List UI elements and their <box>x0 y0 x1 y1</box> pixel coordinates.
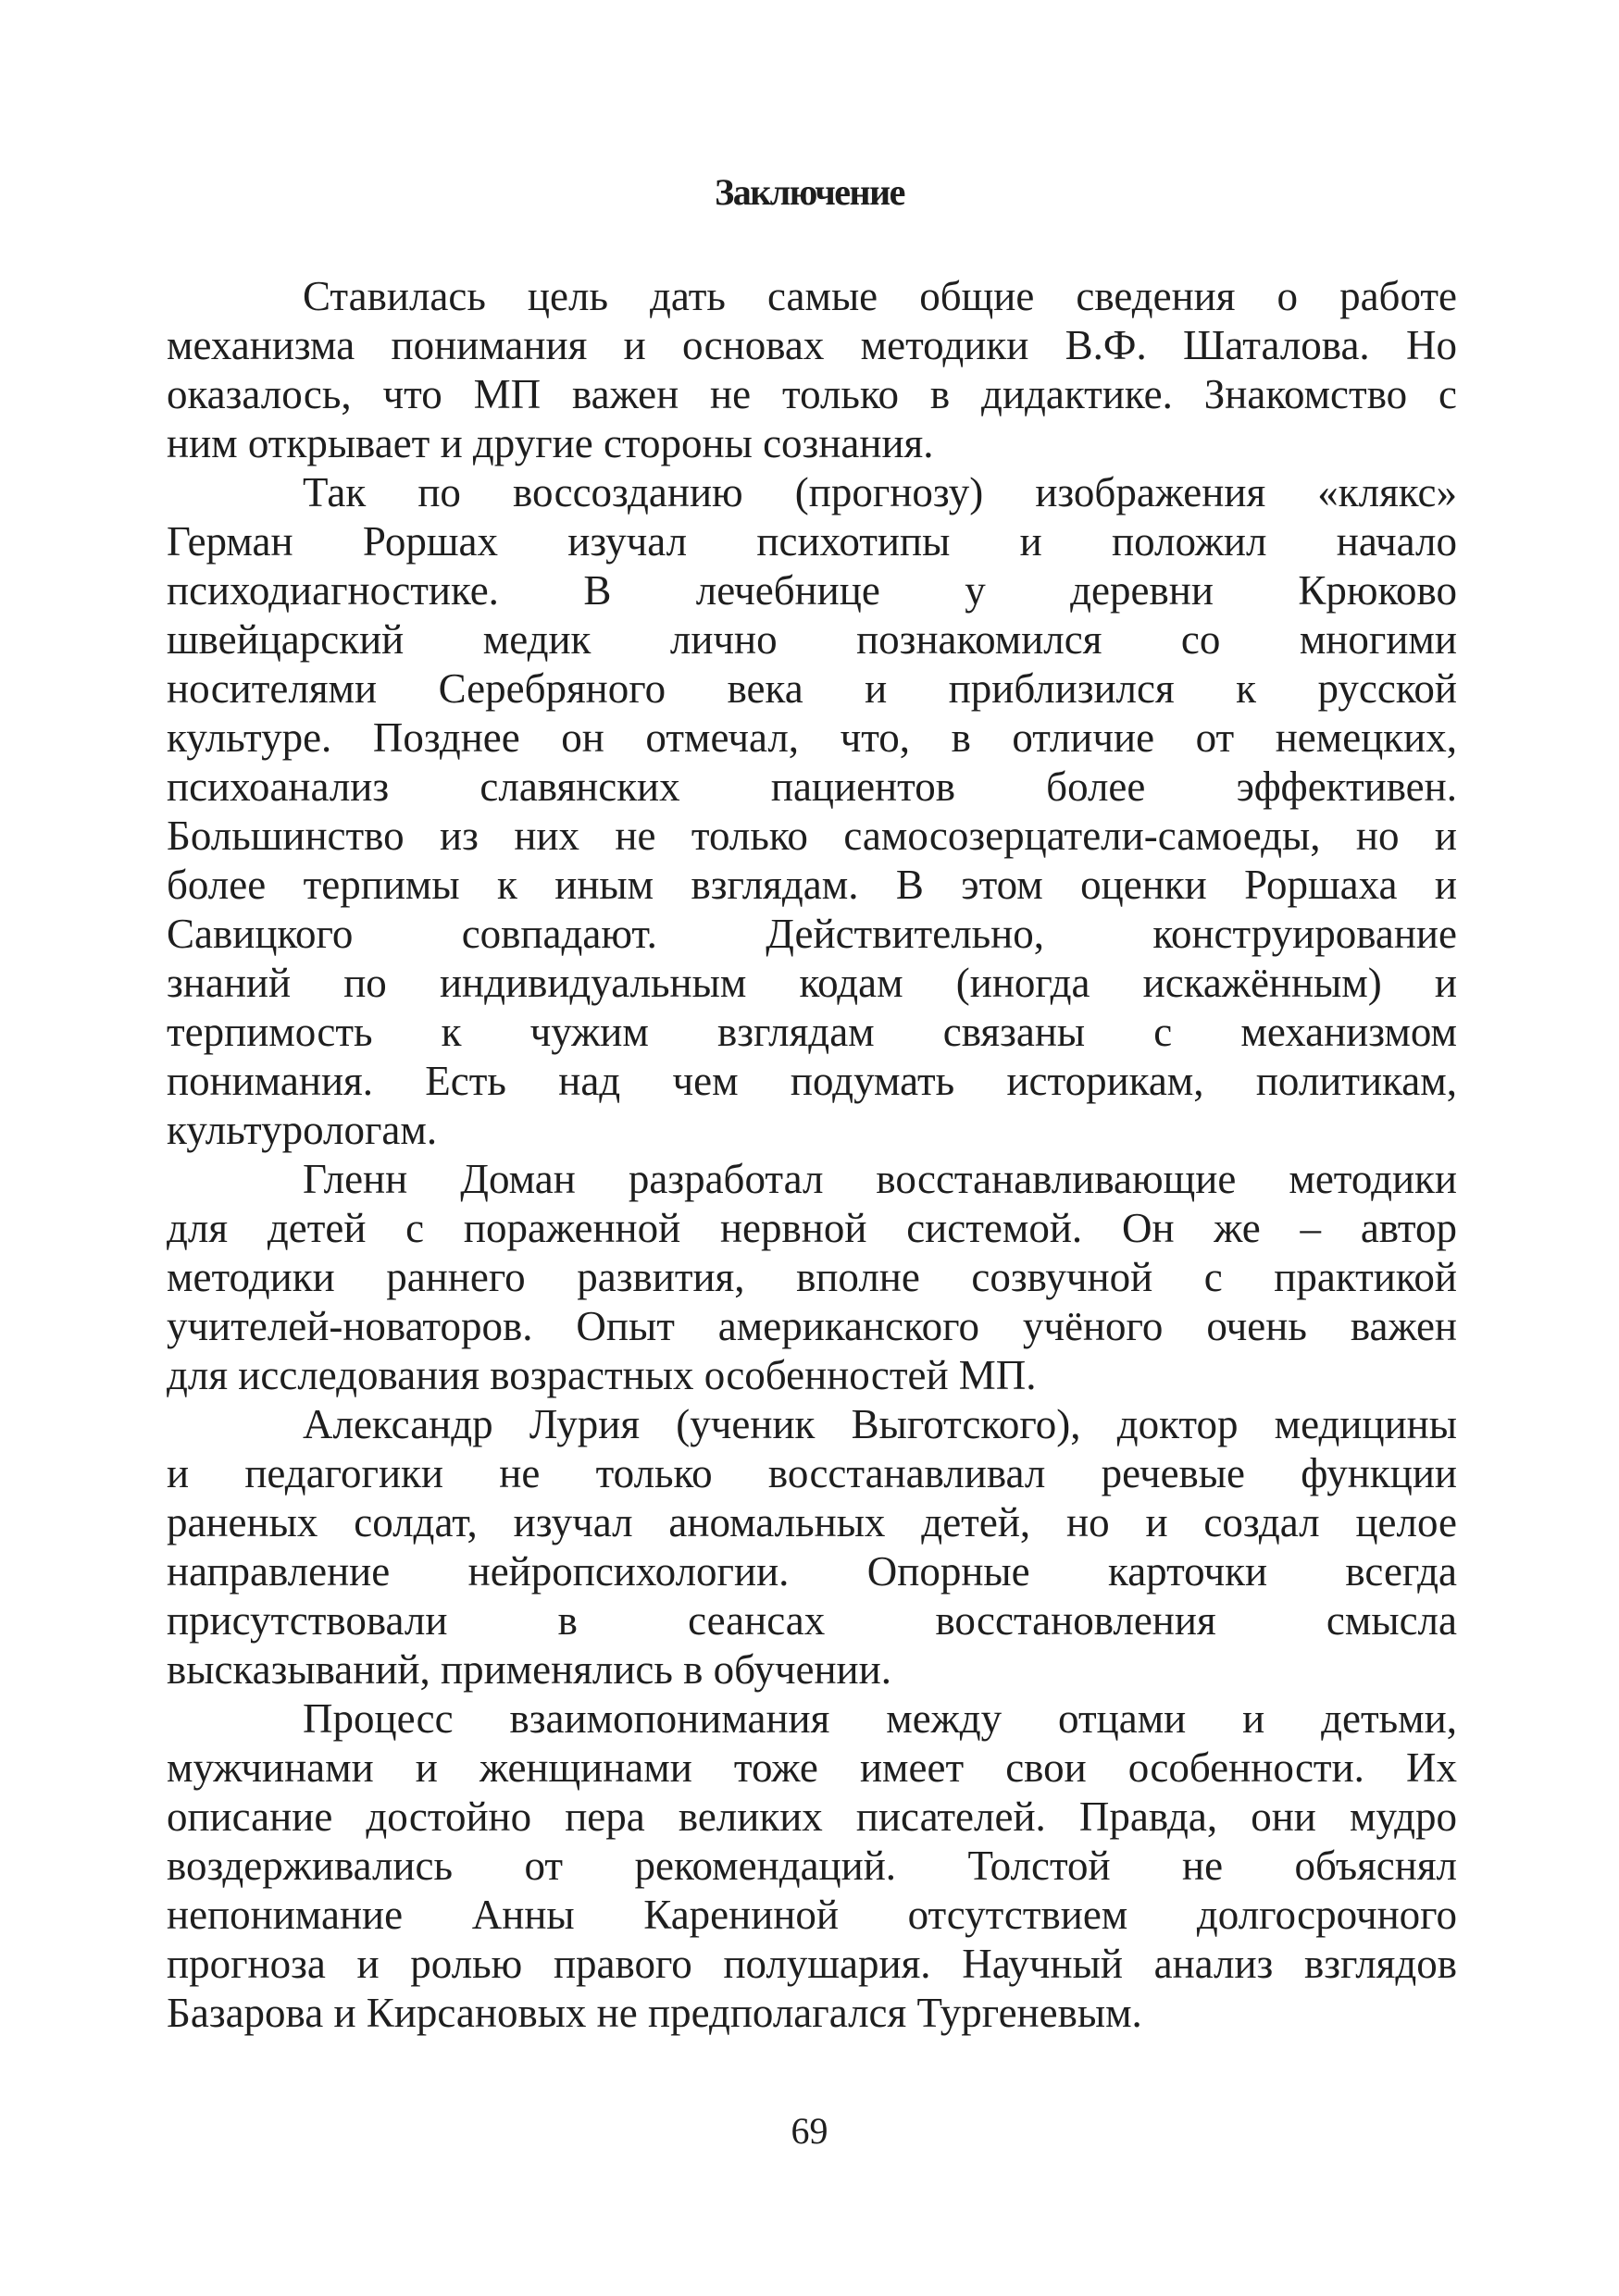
text-line: Базарова и Кирсановых не предполагался Тургеневым. <box>167 1990 1142 2036</box>
text-line: описание достойно пера великих писателей. Правда, они мудро <box>167 1793 1457 1840</box>
text-line: раненых солдат, изучал аномальных детей, но и создал целое <box>167 1499 1457 1545</box>
text-line: Гленн Доман разработал восстанавливающие методики <box>303 1156 1457 1202</box>
text-line: прогноза и ролью правого полушария. Научный анализ взглядов <box>167 1941 1457 1987</box>
text-line: Герман Роршах изучал психотипы и положил начало <box>167 518 1457 565</box>
text-line: оказалось, что МП важен не только в дидактике. Знакомство с <box>167 371 1457 417</box>
text-line: для исследования возрастных особенностей МП. <box>167 1352 1037 1398</box>
text-line: Большинство из них не только самосозерцатели-самоеды, но и <box>167 813 1457 859</box>
text-line: знаний по индивидуальным кодам (иногда искажённым) и <box>167 960 1457 1006</box>
section-title: Заключение <box>715 171 904 213</box>
text-line: психодиагностике. В лечебнице у деревни Крюково <box>167 567 1457 614</box>
text-line: и педагогики не только восстанавливал речевые функции <box>167 1450 1457 1496</box>
page-number: 69 <box>791 2110 828 2152</box>
text-line: культуре. Позднее он отмечал, что, в отличие от немецких, <box>167 714 1457 761</box>
text-line: методики раннего развития, вполне созвучной с практикой <box>167 1254 1457 1300</box>
text-line: Процесс взаимопонимания между отцами и детьми, <box>303 1695 1457 1742</box>
text-line: носителями Серебряного века и приблизился к русской <box>167 665 1457 712</box>
text-line: Савицкого совпадают. Действительно, конструирование <box>167 911 1457 957</box>
text-line: Ставилась цель дать самые общие сведения о работе <box>303 273 1457 319</box>
text-line: учителей-новаторов. Опыт американского учёного очень важен <box>167 1303 1457 1349</box>
text-line: ним открывает и другие стороны сознания. <box>167 420 934 466</box>
text-line: высказываний, применялись в обучении. <box>167 1646 891 1693</box>
text-line: терпимость к чужим взглядам связаны с механизмом <box>167 1009 1457 1055</box>
text-line: механизма понимания и основах методики В.Ф. Шаталова. Но <box>167 322 1457 368</box>
text-line: воздерживались от рекомендаций. Толстой не объяснял <box>167 1843 1457 1889</box>
text-line: для детей с пораженной нервной системой. Он же – автор <box>167 1205 1457 1251</box>
text-line: психоанализ славянских пациентов более эффективен. <box>167 763 1457 810</box>
text-line: понимания. Есть над чем подумать историкам, политикам, <box>167 1058 1457 1104</box>
text-line: Так по воссозданию (прогнозу) изображения «клякс» <box>303 469 1457 515</box>
text-line: швейцарский медик лично познакомился со многими <box>167 616 1457 663</box>
text-line: мужчинами и женщинами тоже имеет свои особенности. Их <box>167 1744 1457 1791</box>
text-line: направление нейропсихологии. Опорные карточки всегда <box>167 1548 1457 1595</box>
text-line: непонимание Анны Карениной отсутствием долгосрочного <box>167 1892 1457 1938</box>
text-line: более терпимы к иным взглядам. В этом оценки Роршаха и <box>167 862 1457 908</box>
text-line: Александр Лурия (ученик Выготского), доктор медицины <box>303 1401 1457 1447</box>
text-line: присутствовали в сеансах восстановления смысла <box>167 1597 1457 1644</box>
text-line: культурологам. <box>167 1107 438 1153</box>
